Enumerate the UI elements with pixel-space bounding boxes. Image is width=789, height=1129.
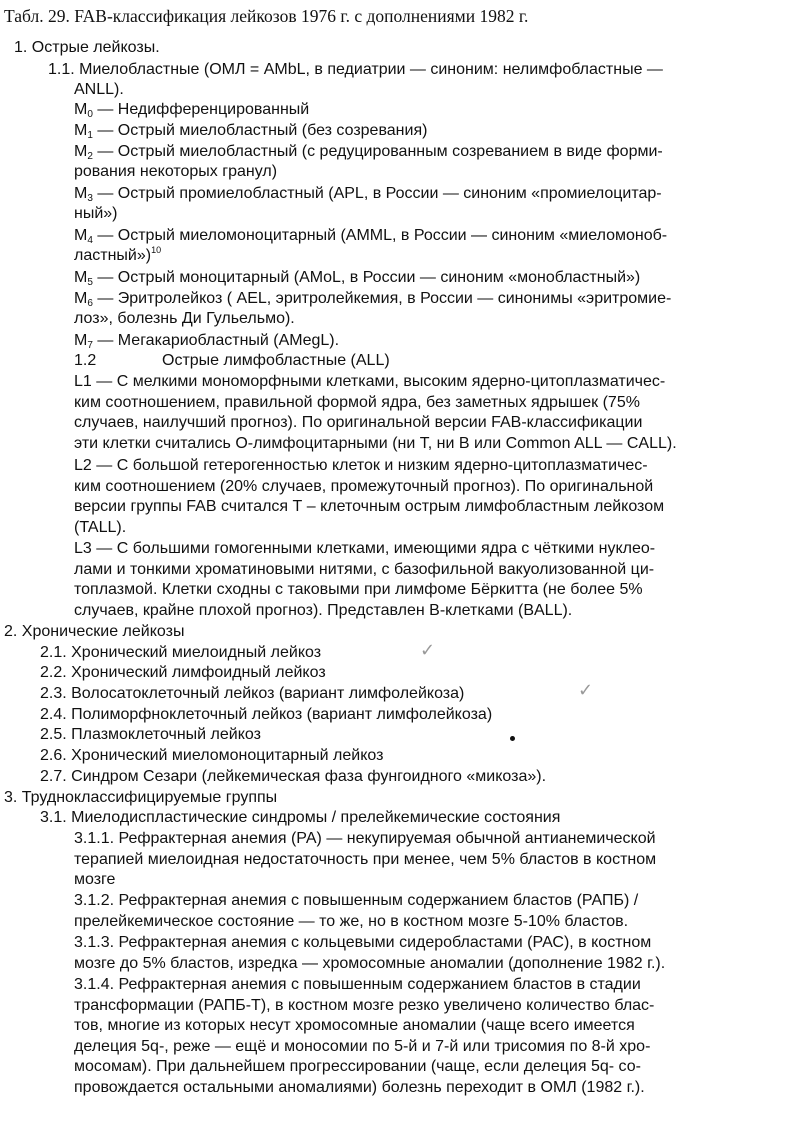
m2-text: — Острый миелобластный (с редуцированным созреванием в виде форми- [92,143,663,160]
section-3-heading: 3. Трудноклассифицируемые группы [4,789,278,806]
m3-text: — Острый промиелобластный (APL, в России — синоним «промиелоцитар- [92,185,662,202]
m5-entry [74,268,640,289]
m0-text: — Недифференцированный [92,101,310,118]
m2-entry [74,142,663,163]
m4-entry [74,226,667,247]
section-3-1-4: 3.1.4. Рефрактерная анемия с повышенным содержанием бластов в стадии трансформации (РАПБ-Т), в костном мозге резко увеличено количество блас- тов, многие из которых несут хромосомные аномалии (чаще всего имеется делеция 5q-, реже — ещё и моносомии по 5-й и 7-й или трисомия по 8-й хро- мосомам). При дальнейшем прогрессировании (чаще, если делеция 5q- со- провождается остальными аномалиями) болезнь переходит в ОМЛ (1982 г.). [74,976,655,1096]
section-1-2-heading: Острые лимфобластные (ALL) [162,352,390,369]
m7-sub: 7 [87,340,93,351]
m1-code: M [74,122,88,139]
m4-sub: 4 [87,235,93,246]
m4-cont-text: ластный») [74,247,152,264]
m7-code: M [74,332,88,349]
section-1-2-number: 1.2 [74,352,97,369]
section-2-item-6: 2.6. Хронический миеломоноцитарный лейкоз [40,747,384,764]
section-2-item-7: 2.7. Синдром Сезари (лейкемическая фаза фунгоидного «микоза»). [40,768,547,785]
m1-entry [74,121,427,142]
l1-paragraph: L1 — С мелкими мономорфными клетками, высоким ядерно-цитоплазматичес- ким соотношением, правильной формой ядра, без заметных ядрышек (75% случаев, наилучший прогноз). По оригинальной версии FAB-классификации эти клетки считались О-лимфоцитарными (ни Т, ни В или Common ALL — CALL). [74,373,677,452]
section-3-1-2: 3.1.2. Рефрактерная анемия с повышенным содержанием бластов (РАПБ) / прелейкемическое состояние — то же, но в костном мозге 5-10% бластов. [74,892,639,930]
m6-sub: 6 [87,298,93,309]
l2-paragraph: L2 — С большой гетерогенностью клеток и низким ядерно-цитоплазматичес- ким соотношением (20% случаев, промежуточный прогноз). По оригинальной версии группы FAB считался Т – клеточным острым лимфобластным лейкозом (TALL). [74,457,665,536]
section-1-1-line-2: ANLL). [74,81,124,98]
m6-continuation: лоз», болезнь Ди Гульельмо). [74,310,295,327]
m2-sub: 2 [87,151,93,162]
m0-sub: 0 [87,109,93,120]
section-3-1-heading: 3.1. Миелодиспластические синдромы / прелейкемические состояния [40,809,561,826]
m2-continuation: рования некоторых гранул) [74,163,278,180]
section-2-item-4: 2.4. Полиморфноклеточный лейкоз (вариант лимфолейкоза) [40,706,493,723]
table-title: Табл. 29. FAB-классификация лейкозов 1976 г. с дополнениями 1982 г. [4,6,529,26]
section-3-1-1: 3.1.1. Рефрактерная анемия (РА) — некупируемая обычной антианемической терапией миелоидная недостаточность при менее, чем 5% бластов в костном мозге [74,830,657,889]
m3-entry [74,184,662,205]
section-2-heading: 2. Хронические лейкозы [4,623,185,640]
m2-code: M [74,143,88,160]
l3-paragraph: L3 — С большими гомогенными клетками, имеющими ядра с чёткими нуклео- лами и тонкими хроматиновыми нитями, с базофильной вакуолизованной ци- топлазмой. Клетки сходны с таковыми при лимфоме Бёркитта (не более 5% случаев, крайне плохой прогноз). Представлен В-клетками (BALL). [74,540,656,619]
m1-sub: 1 [87,130,93,141]
section-2-item-3: 2.3. Волосатоклеточный лейкоз (вариант лимфолейкоза) [40,685,465,702]
m0-entry [74,100,309,121]
m6-text: — Эритролейкоз ( AEL, эритролейкемия, в России — синонимы «эритромие- [92,290,672,307]
m3-code: M [74,185,88,202]
section-2-item-5: 2.5. Плазмоклеточный лейкоз [40,726,261,743]
m0-code: M [74,101,88,118]
m3-continuation: ный») [74,205,118,222]
pencil-check-mark: ✓ [420,640,436,660]
section-2-item-1: 2.1. Хронический миелоидный лейкоз [40,644,322,661]
m6-entry [74,289,671,310]
m4-continuation [74,246,161,267]
section-3-1-3: 3.1.3. Рефрактерная анемия с кольцевыми сидеробластами (РАС), в костном мозге до 5% бластов, изредка — хромосомные аномалии (дополнение 1982 г.). [74,934,666,972]
m4-text: — Острый миеломоноцитарный (AMML, в России — синоним «миеломоноб- [92,227,668,244]
section-2-item-2: 2.2. Хронический лимфоидный лейкоз [40,664,326,681]
m7-entry [74,331,339,352]
m6-code: M [74,290,88,307]
m5-sub: 5 [87,277,93,288]
m5-code: M [74,269,88,286]
m1-text: — Острый миелобластный (без созревания) [92,122,428,139]
pencil-check-mark: ✓ [578,680,594,700]
m7-text: — Мегакариобластный (AMegL). [92,332,340,349]
m3-sub: 3 [87,193,93,204]
m4-code: M [74,227,88,244]
footnote-ref-10: 10 [151,245,162,255]
section-1-heading: 1. Острые лейкозы. [14,39,160,56]
m5-text: — Острый моноцитарный (AMoL, в России — синоним «монобластный») [92,269,641,286]
ink-dot [510,736,515,741]
section-1-1-line-1: 1.1. Миелобластные (ОМЛ = AMbL, в педиатрии — синоним: нелимфобластные — [48,61,663,78]
